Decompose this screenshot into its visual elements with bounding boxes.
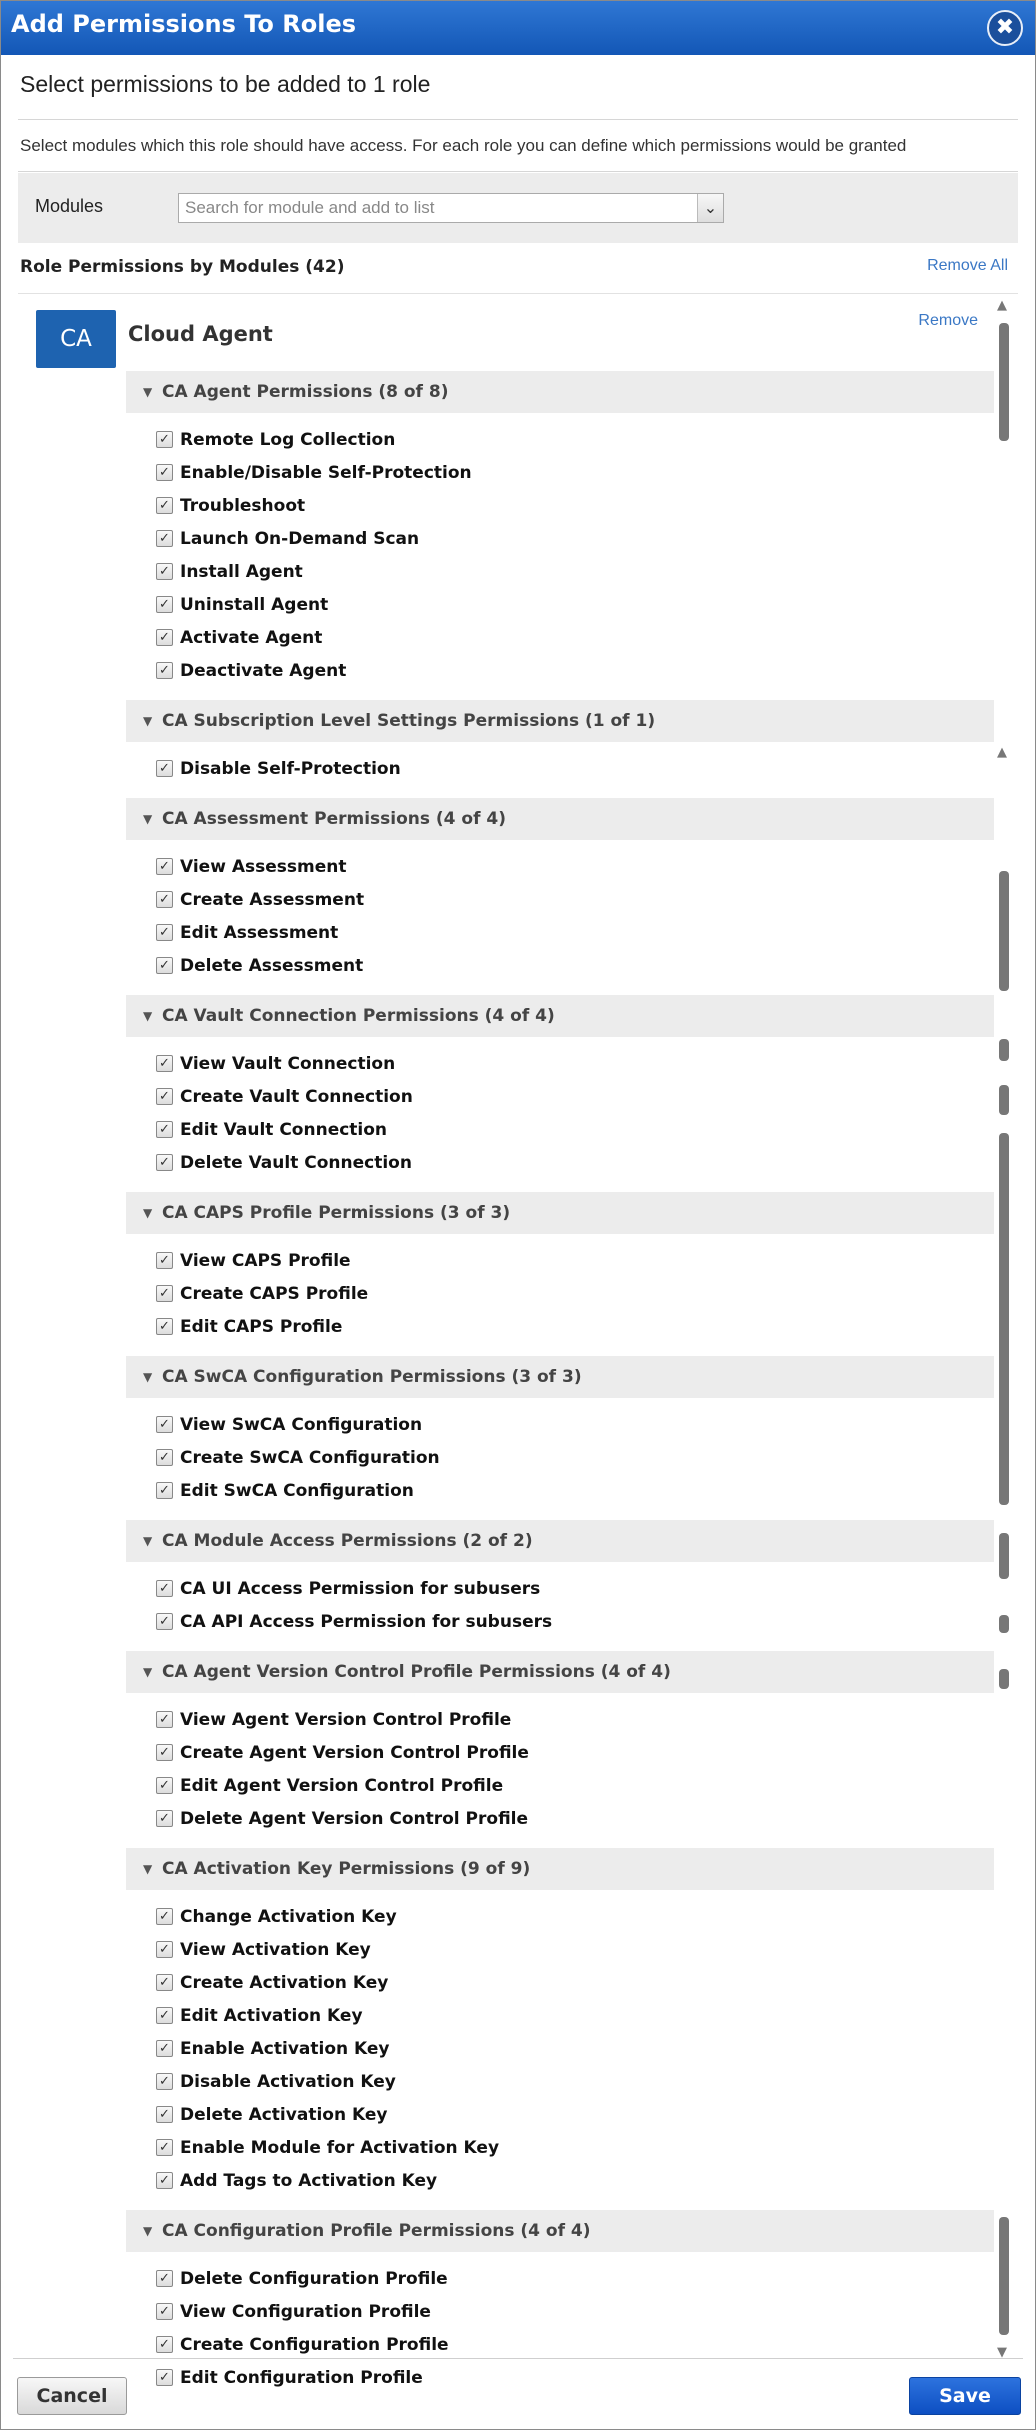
permission-label: View Assessment — [180, 857, 347, 877]
permission-label: Remote Log Collection — [180, 430, 396, 450]
expanded-triangle-icon[interactable]: ▼ — [143, 714, 153, 728]
permission-item[interactable] — [126, 1311, 994, 1344]
permission-label: Edit Configuration Profile — [180, 2368, 423, 2388]
permission-checkbox[interactable]: ✓ — [156, 924, 173, 941]
permission-checkbox[interactable]: ✓ — [156, 1252, 173, 1269]
permission-checkbox[interactable]: ✓ — [156, 1285, 173, 1302]
divider — [18, 293, 1018, 294]
permission-list — [126, 371, 994, 2397]
remove-module-link[interactable]: Remove — [918, 312, 978, 329]
permission-group-header[interactable] — [126, 1520, 994, 1562]
modules-label: Modules — [35, 196, 104, 216]
permission-label: Install Agent — [180, 562, 303, 582]
permission-item[interactable] — [126, 2165, 994, 2198]
scrollbar-thumb[interactable] — [999, 871, 1009, 991]
permission-label: Deactivate Agent — [180, 661, 347, 681]
permission-checkbox[interactable]: ✓ — [156, 563, 173, 580]
permission-item[interactable] — [126, 2099, 994, 2132]
permission-checkbox[interactable]: ✓ — [156, 530, 173, 547]
permission-checkbox[interactable]: ✓ — [156, 629, 173, 646]
permission-checkbox[interactable]: ✓ — [156, 2270, 173, 2287]
permission-item[interactable] — [126, 655, 994, 688]
permission-item[interactable] — [126, 622, 994, 655]
permission-label: Edit Activation Key — [180, 2006, 363, 2026]
permission-label: Create Vault Connection — [180, 1087, 413, 1107]
dialog-subtitle: Select permissions to be added to 1 role — [20, 71, 431, 97]
permission-item[interactable] — [126, 2066, 994, 2099]
permission-item[interactable] — [126, 523, 994, 556]
permission-item[interactable] — [126, 1967, 994, 2000]
permission-checkbox[interactable]: ✓ — [156, 1908, 173, 1925]
permission-checkbox[interactable]: ✓ — [156, 464, 173, 481]
permission-label: Activate Agent — [180, 628, 323, 648]
module-name: Cloud Agent — [128, 322, 273, 346]
permission-label: Create Activation Key — [180, 1973, 389, 1993]
permission-group-items — [126, 1562, 994, 1641]
permission-item[interactable] — [126, 457, 994, 490]
divider — [18, 171, 1018, 172]
permission-item[interactable] — [126, 1147, 994, 1180]
permission-group-items — [126, 1398, 994, 1510]
permission-item[interactable] — [126, 490, 994, 523]
permission-group-header[interactable] — [126, 1848, 994, 1890]
permission-checkbox[interactable]: ✓ — [156, 1055, 173, 1072]
permission-group-title: CA Activation Key Permissions (9 of 9) — [162, 1859, 531, 1879]
permission-checkbox[interactable]: ✓ — [156, 1744, 173, 1761]
expanded-triangle-icon[interactable]: ▼ — [143, 1370, 153, 1384]
modules-bar — [18, 173, 1018, 243]
permission-checkbox[interactable]: ✓ — [156, 1777, 173, 1794]
permission-checkbox[interactable]: ✓ — [156, 662, 173, 679]
module-icon: CA — [36, 310, 116, 368]
permission-label: View Configuration Profile — [180, 2302, 431, 2322]
permission-checkbox[interactable]: ✓ — [156, 1449, 173, 1466]
permission-label: Troubleshoot — [180, 496, 306, 516]
permission-item[interactable] — [126, 1770, 994, 1803]
permission-item[interactable] — [126, 884, 994, 917]
scrollbar-thumb[interactable] — [999, 1085, 1009, 1115]
permission-label: Edit Vault Connection — [180, 1120, 388, 1140]
scrollbar-thumb[interactable] — [999, 1669, 1009, 1689]
permission-label: Edit CAPS Profile — [180, 1317, 343, 1337]
scrollbar-thumb[interactable] — [999, 2217, 1009, 2335]
permission-label: Edit Assessment — [180, 923, 339, 943]
permission-label: CA API Access Permission for subusers — [180, 1612, 553, 1632]
permission-group-title: CA SwCA Configuration Permissions (3 of 3) — [162, 1367, 582, 1387]
permission-checkbox[interactable]: ✓ — [156, 1974, 173, 1991]
permission-item[interactable] — [126, 1048, 994, 1081]
expanded-triangle-icon[interactable]: ▼ — [143, 812, 153, 826]
permission-checkbox[interactable]: ✓ — [156, 858, 173, 875]
permission-checkbox[interactable]: ✓ — [156, 1482, 173, 1499]
permission-group-items — [126, 1693, 994, 1838]
permission-checkbox[interactable]: ✓ — [156, 1088, 173, 1105]
permission-group-header[interactable] — [126, 371, 994, 413]
scrollbar-thumb[interactable] — [999, 1133, 1009, 1505]
save-button[interactable]: Save — [909, 2377, 1021, 2415]
permission-label: Delete Assessment — [180, 956, 364, 976]
permission-item[interactable] — [126, 1934, 994, 1967]
permission-item[interactable] — [126, 1803, 994, 1836]
permission-item[interactable] — [126, 851, 994, 884]
permission-label: Create Agent Version Control Profile — [180, 1743, 529, 1763]
permission-checkbox[interactable]: ✓ — [156, 1154, 173, 1171]
close-icon[interactable]: ✖ — [987, 10, 1023, 46]
expanded-triangle-icon[interactable]: ▼ — [143, 385, 153, 399]
permission-item[interactable] — [126, 1737, 994, 1770]
cancel-button[interactable]: Cancel — [17, 2377, 127, 2415]
permission-label: Add Tags to Activation Key — [180, 2171, 438, 2191]
permission-label: Delete Agent Version Control Profile — [180, 1809, 529, 1829]
permission-group-items — [126, 742, 994, 788]
permission-label: View Activation Key — [180, 1940, 371, 1960]
permission-item[interactable] — [126, 1278, 994, 1311]
permission-checkbox[interactable]: ✓ — [156, 1121, 173, 1138]
dialog-title: Add Permissions To Roles — [11, 10, 357, 38]
permission-item[interactable] — [126, 424, 994, 457]
permission-item[interactable] — [126, 2296, 994, 2329]
permission-label: Enable/Disable Self-Protection — [180, 463, 472, 483]
divider — [13, 2358, 1023, 2359]
scroll-up-icon[interactable]: ▲ — [997, 745, 1007, 760]
scrollbar-thumb[interactable] — [999, 1615, 1009, 1633]
permission-item[interactable] — [126, 2362, 994, 2395]
permission-item[interactable] — [126, 753, 994, 786]
permission-group-title: CA Subscription Level Settings Permissions (1 of 1) — [162, 711, 656, 731]
permission-checkbox[interactable]: ✓ — [156, 497, 173, 514]
permission-label: Delete Configuration Profile — [180, 2269, 448, 2289]
permission-label: Enable Activation Key — [180, 2039, 390, 2059]
permission-group-items — [126, 1890, 994, 2200]
chevron-down-icon[interactable]: ⌄ — [697, 194, 723, 222]
permission-checkbox[interactable]: ✓ — [156, 760, 173, 777]
permission-label: View Agent Version Control Profile — [180, 1710, 512, 1730]
permission-group-items — [126, 413, 994, 690]
permission-item[interactable] — [126, 1475, 994, 1508]
scroll-up-icon[interactable]: ▲ — [997, 298, 1007, 313]
permission-group-header[interactable] — [126, 995, 994, 1037]
permission-label: Create CAPS Profile — [180, 1284, 369, 1304]
permission-group-title: CA Module Access Permissions (2 of 2) — [162, 1531, 533, 1551]
permission-checkbox[interactable]: ✓ — [156, 2139, 173, 2156]
permission-checkbox[interactable]: ✓ — [156, 2172, 173, 2189]
permission-checkbox[interactable]: ✓ — [156, 1318, 173, 1335]
permission-item[interactable] — [126, 2033, 994, 2066]
permission-group-items — [126, 2252, 994, 2397]
permission-label: View Vault Connection — [180, 1054, 396, 1074]
permission-checkbox[interactable]: ✓ — [156, 1416, 173, 1433]
permission-label: Disable Self-Protection — [180, 759, 401, 779]
permission-group-header[interactable] — [126, 2210, 994, 2252]
permission-checkbox[interactable]: ✓ — [156, 1580, 173, 1597]
permission-item[interactable] — [126, 1573, 994, 1606]
permission-checkbox[interactable]: ✓ — [156, 2106, 173, 2123]
dialog-titlebar — [1, 1, 1035, 55]
permission-label: Delete Activation Key — [180, 2105, 388, 2125]
permission-label: Edit SwCA Configuration — [180, 1481, 414, 1501]
expanded-triangle-icon[interactable]: ▼ — [143, 2224, 153, 2238]
scrollbar-thumb[interactable] — [999, 1533, 1009, 1579]
permission-checkbox[interactable]: ✓ — [156, 2336, 173, 2353]
permission-label: Disable Activation Key — [180, 2072, 396, 2092]
permission-item[interactable] — [126, 556, 994, 589]
permission-label: View CAPS Profile — [180, 1251, 351, 1271]
permission-label: Enable Module for Activation Key — [180, 2138, 500, 2158]
permission-label: Edit Agent Version Control Profile — [180, 1776, 504, 1796]
permission-group-header[interactable] — [126, 1192, 994, 1234]
permission-label: Uninstall Agent — [180, 595, 329, 615]
permission-item[interactable] — [126, 1409, 994, 1442]
permission-checkbox[interactable]: ✓ — [156, 2369, 173, 2386]
permission-label: Create SwCA Configuration — [180, 1448, 440, 1468]
permission-item[interactable] — [126, 917, 994, 950]
scroll-down-icon[interactable]: ▼ — [997, 2345, 1007, 2360]
permission-label: Launch On-Demand Scan — [180, 529, 420, 549]
permission-group-title: CA Vault Connection Permissions (4 of 4) — [162, 1006, 555, 1026]
permission-item[interactable] — [126, 1704, 994, 1737]
permission-item[interactable] — [126, 1245, 994, 1278]
permission-checkbox[interactable]: ✓ — [156, 1613, 173, 1630]
permission-group-items — [126, 1234, 994, 1346]
permission-group-title: CA Agent Version Control Profile Permissions (4 of 4) — [162, 1662, 671, 1682]
permission-checkbox[interactable]: ✓ — [156, 1941, 173, 1958]
permission-label: Create Assessment — [180, 890, 365, 910]
expanded-triangle-icon[interactable]: ▼ — [143, 1534, 153, 1548]
expanded-triangle-icon[interactable]: ▼ — [143, 1206, 153, 1220]
permission-item[interactable] — [126, 950, 994, 983]
remove-all-link[interactable]: Remove All — [927, 257, 1008, 274]
expanded-triangle-icon[interactable]: ▼ — [143, 1665, 153, 1679]
module-search-input[interactable] — [179, 194, 697, 222]
permission-item[interactable] — [126, 1114, 994, 1147]
permission-label: CA UI Access Permission for subusers — [180, 1579, 541, 1599]
permission-item[interactable] — [126, 2263, 994, 2296]
permission-group-header[interactable] — [126, 1356, 994, 1398]
permission-group-title: CA Agent Permissions (8 of 8) — [162, 382, 449, 402]
permission-label: View SwCA Configuration — [180, 1415, 423, 1435]
permission-item[interactable] — [126, 1442, 994, 1475]
scrollbar-thumb[interactable] — [999, 1039, 1009, 1061]
permission-checkbox[interactable]: ✓ — [156, 2073, 173, 2090]
permission-group-items — [126, 1037, 994, 1182]
permission-group-title: CA Configuration Profile Permissions (4 of 4) — [162, 2221, 591, 2241]
permission-checkbox[interactable]: ✓ — [156, 2007, 173, 2024]
permission-checkbox[interactable]: ✓ — [156, 431, 173, 448]
dialog-description: Select modules which this role should have access. For each role you can define which permissions would be granted — [20, 136, 907, 155]
permission-group-header[interactable] — [126, 798, 994, 840]
permission-label: Delete Vault Connection — [180, 1153, 412, 1173]
permission-checkbox[interactable]: ✓ — [156, 2040, 173, 2057]
permission-checkbox[interactable]: ✓ — [156, 596, 173, 613]
permission-item[interactable] — [126, 2132, 994, 2165]
permission-item[interactable] — [126, 1606, 994, 1639]
permission-checkbox[interactable]: ✓ — [156, 891, 173, 908]
divider — [18, 119, 1018, 120]
scrollbar-thumb[interactable] — [999, 323, 1009, 441]
permission-item[interactable] — [126, 589, 994, 622]
expanded-triangle-icon[interactable]: ▼ — [143, 1009, 153, 1023]
permission-label: Change Activation Key — [180, 1907, 397, 1927]
permission-checkbox[interactable]: ✓ — [156, 2303, 173, 2320]
permission-item[interactable] — [126, 2000, 994, 2033]
permission-checkbox[interactable]: ✓ — [156, 1711, 173, 1728]
permission-group-title: CA CAPS Profile Permissions (3 of 3) — [162, 1203, 511, 1223]
permission-checkbox[interactable]: ✓ — [156, 957, 173, 974]
permission-label: Create Configuration Profile — [180, 2335, 449, 2355]
permission-group-title: CA Assessment Permissions (4 of 4) — [162, 809, 507, 829]
expanded-triangle-icon[interactable]: ▼ — [143, 1862, 153, 1876]
permission-group-items — [126, 840, 994, 985]
role-permissions-title: Role Permissions by Modules (42) — [20, 257, 345, 277]
permission-group-header[interactable] — [126, 700, 994, 742]
scrollbar[interactable] — [996, 298, 1012, 2363]
permission-item[interactable] — [126, 1081, 994, 1114]
permission-group-header[interactable] — [126, 1651, 994, 1693]
permission-checkbox[interactable]: ✓ — [156, 1810, 173, 1827]
module-search-select[interactable] — [178, 193, 724, 223]
permission-item[interactable] — [126, 1901, 994, 1934]
